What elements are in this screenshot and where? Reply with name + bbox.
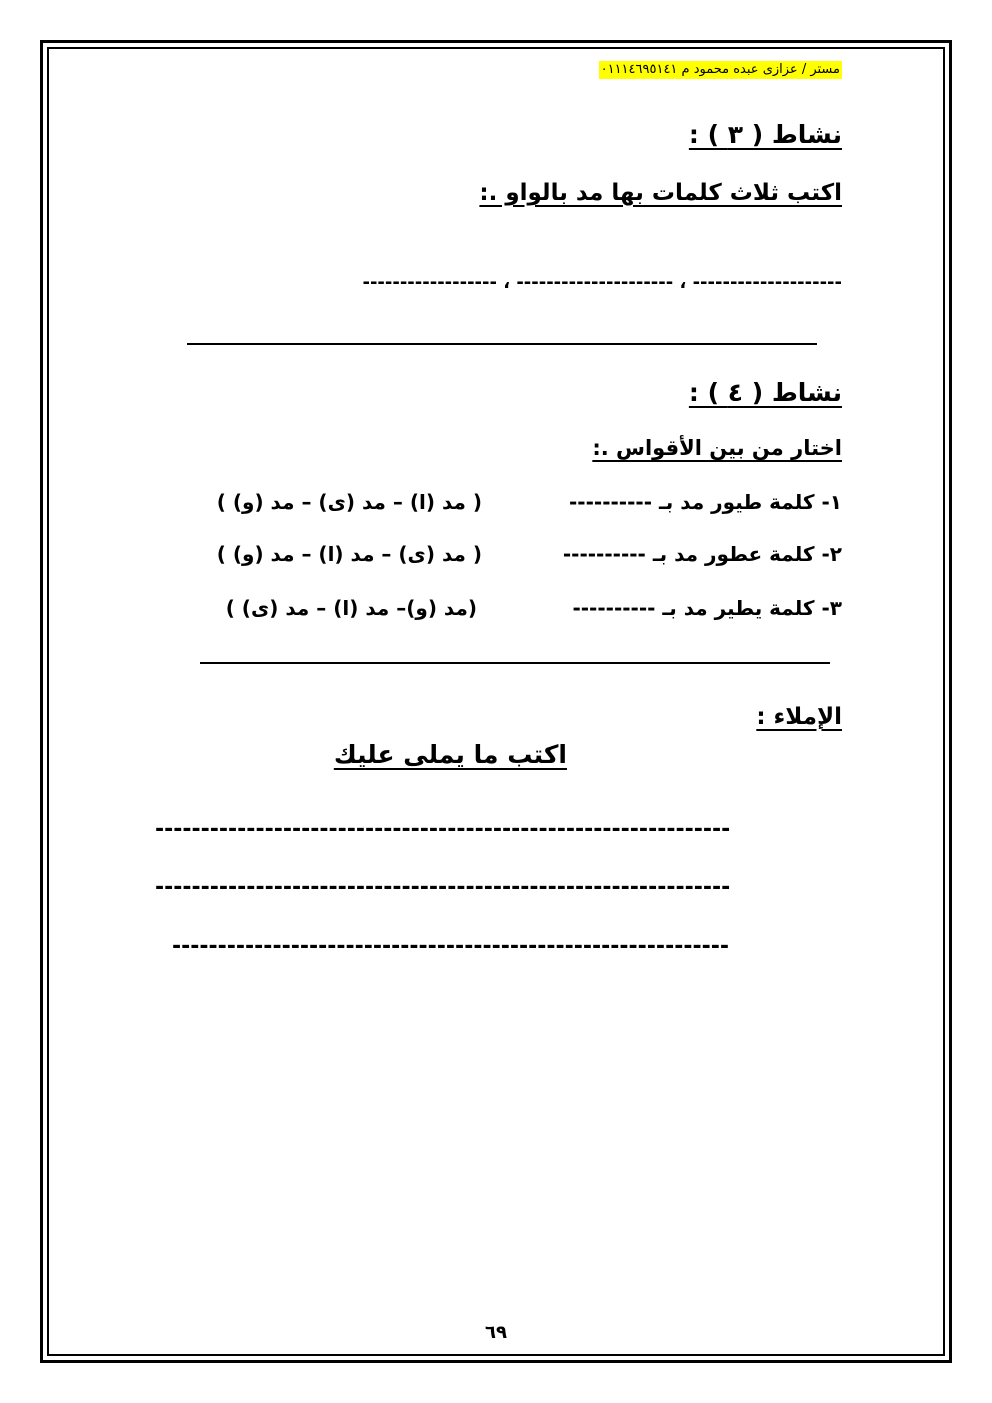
author-header: مستر / عزازى عبده محمود م ٠١١١٤٦٩٥١٤١: [600, 62, 840, 77]
dictation-instruction: اكتب ما يملى عليك: [333, 740, 567, 769]
activity-3-instruction: اكتب ثلاث كلمات بها مد بالواو .:: [479, 180, 842, 206]
section-divider: [187, 343, 817, 345]
dictation-title: الإملاء :: [756, 704, 842, 730]
page-number: ٦٩: [485, 1322, 507, 1343]
question-1-choices: ( مد (ا) – مد (ى) – مد (و) ): [216, 490, 482, 514]
question-3-choices: (مد (و)– مد (ا) – مد (ى) ): [225, 596, 477, 620]
inner-page-border: [47, 47, 945, 1356]
activity-3-answer-blanks: -------------------- ، --------------------- ، ------------------: [362, 272, 842, 293]
dictation-line-1: ---------------------------------------------------------------: [155, 817, 731, 842]
activity-3-title: نشاط ( ٣ ) :: [688, 120, 842, 149]
question-2-choices: ( مد (ى) – مد (ا) – مد (و) ): [216, 542, 482, 566]
question-3: ٣- كلمة يطير مد بـ ----------: [572, 596, 842, 620]
dictation-line-3: -------------------------------------------------------------: [172, 934, 729, 959]
section-divider: [200, 662, 830, 664]
question-1: ١- كلمة طيور مد بـ ----------: [568, 490, 842, 514]
question-2: ٢- كلمة عطور مد بـ ----------: [562, 542, 842, 566]
activity-4-title: نشاط ( ٤ ) :: [688, 378, 842, 407]
dictation-line-2: ---------------------------------------------------------------: [155, 875, 731, 900]
activity-4-instruction: اختار من بين الأقواس .:: [592, 436, 842, 460]
